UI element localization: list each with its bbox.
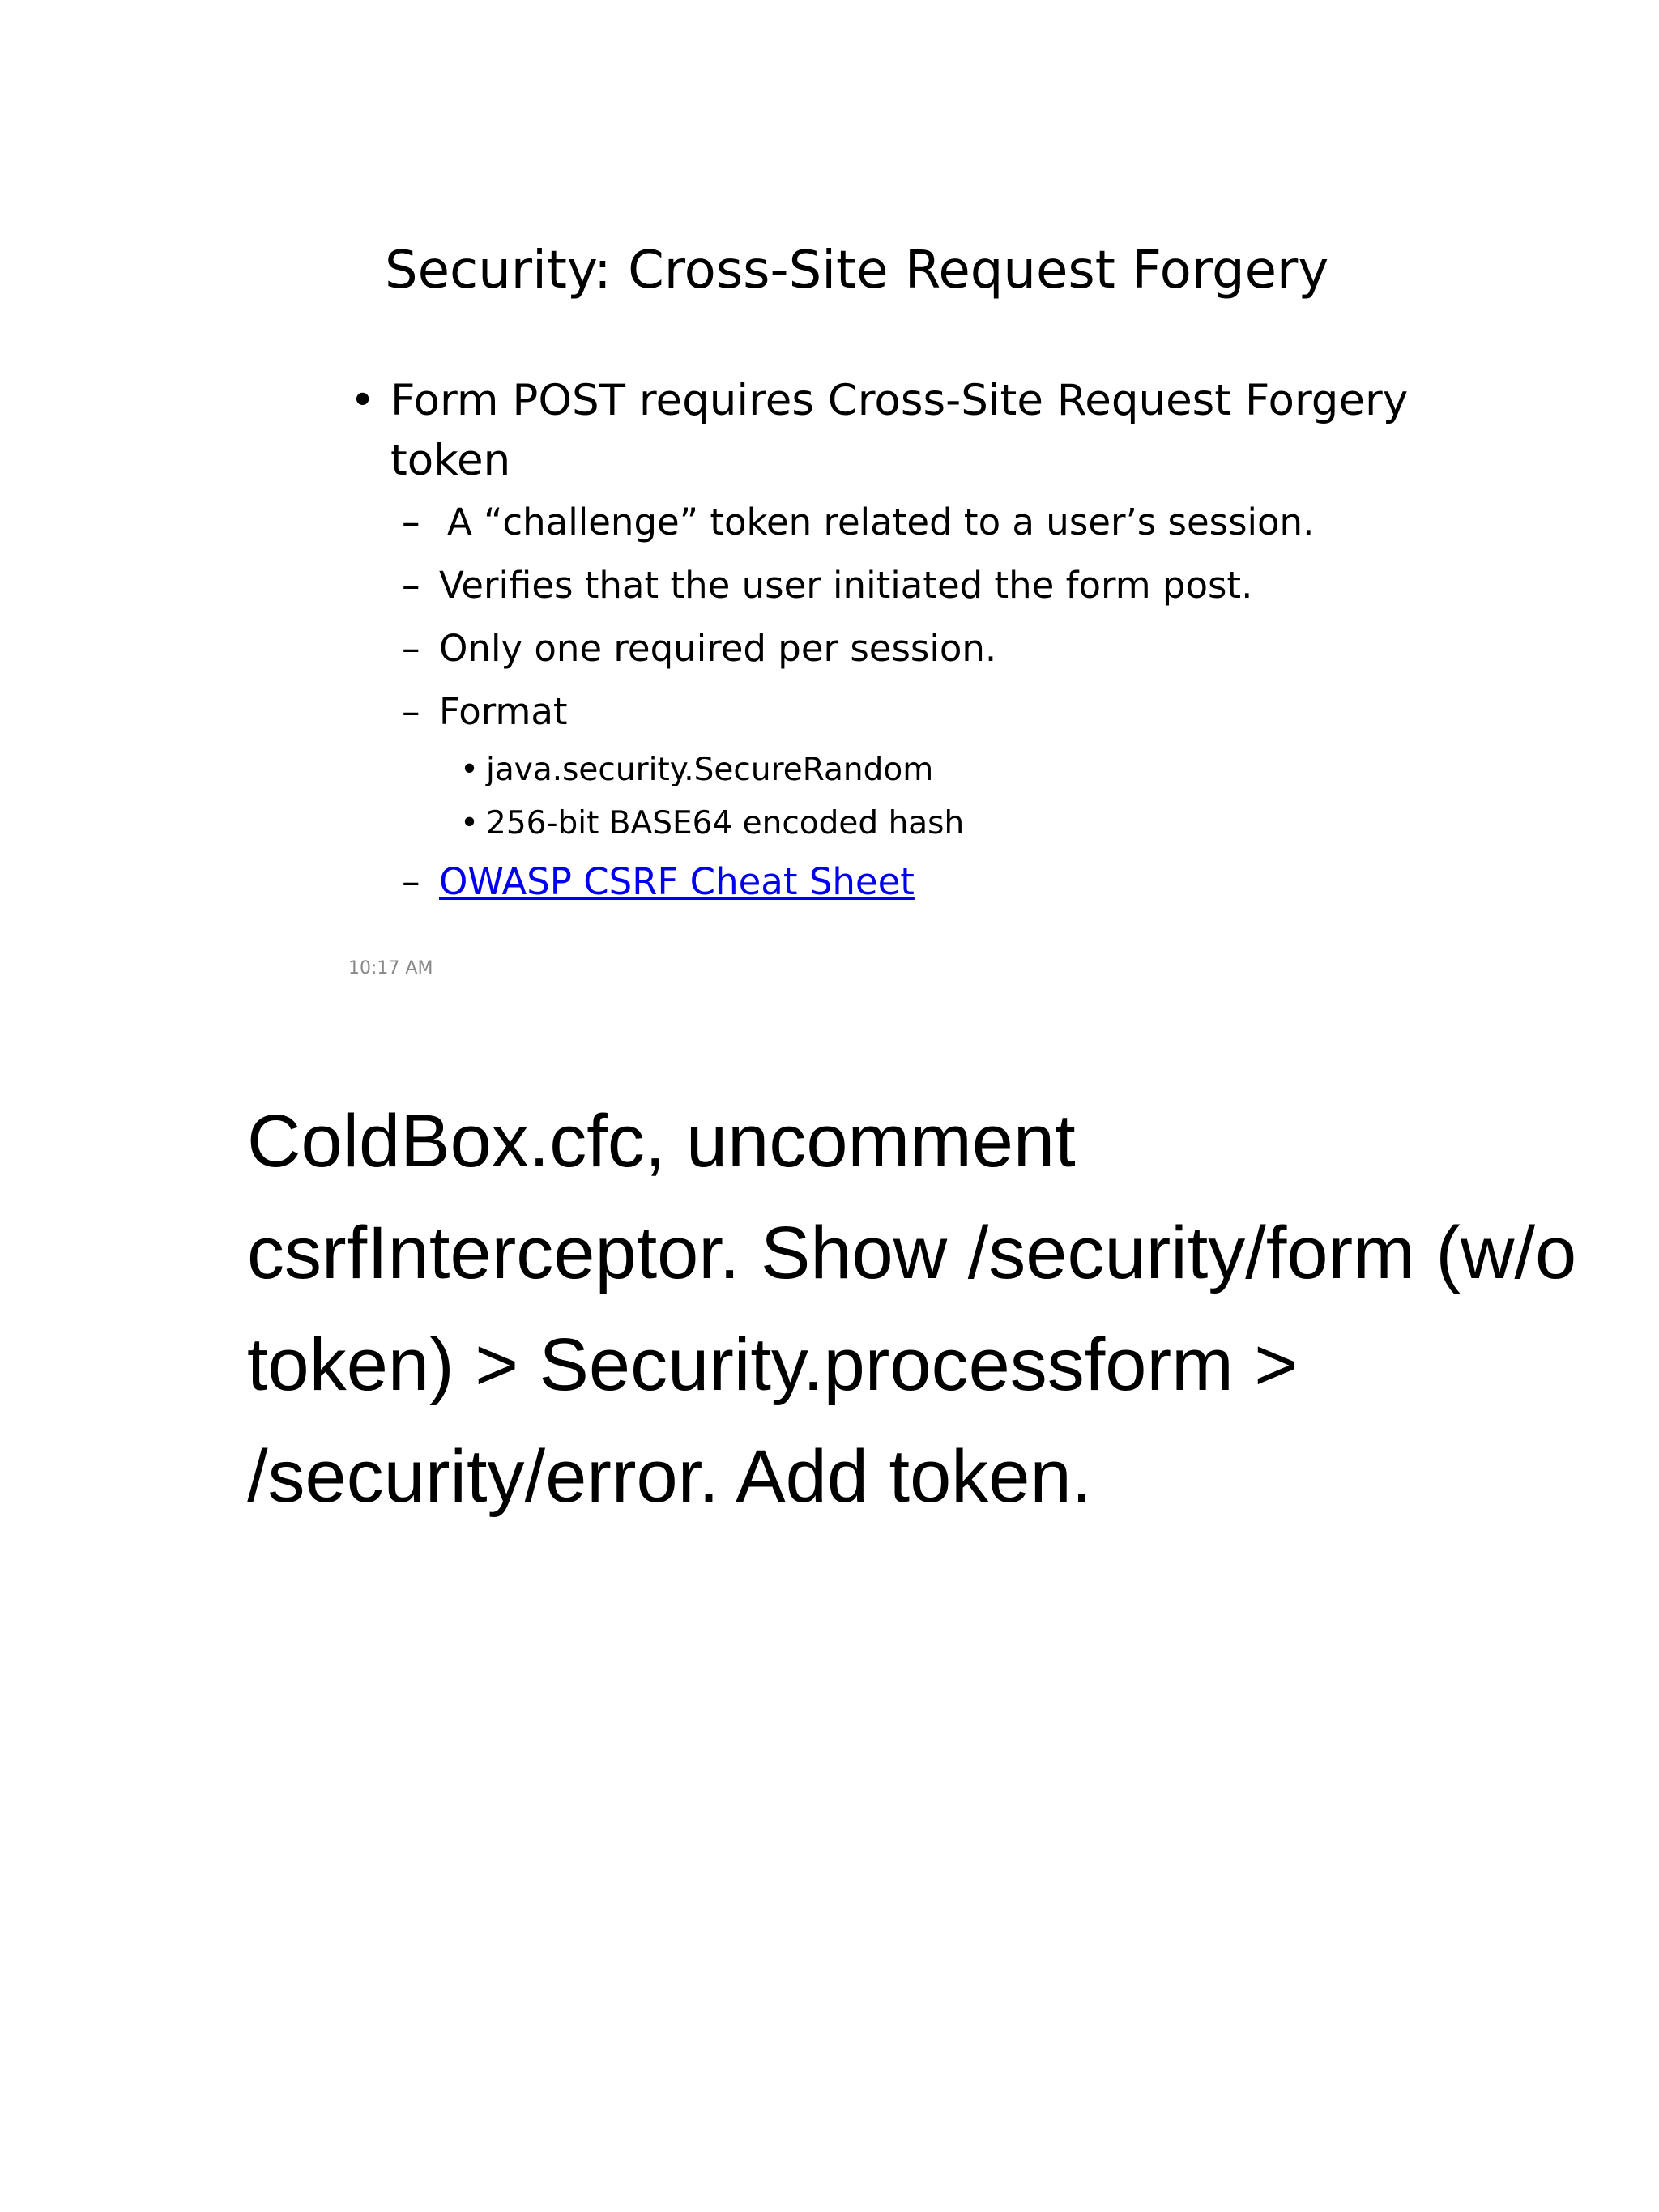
bullet-text: Form POST requires Cross-Site Request Forgery token — [390, 376, 1409, 485]
slide-image — [0, 0, 1659, 1004]
sub-item-text: Only one required per session. — [439, 627, 997, 670]
sub-item-format — [340, 680, 1474, 744]
sub-item-text: Verifies that the user initiated the form post. — [439, 564, 1253, 607]
sub-item-one-required — [340, 617, 1474, 680]
owasp-link[interactable]: OWASP CSRF Cheat Sheet — [439, 860, 915, 903]
bullet-list — [340, 371, 1474, 914]
dash-icon: – — [402, 860, 420, 903]
bullet-item — [340, 371, 1474, 491]
sub-item-owasp — [340, 850, 1474, 914]
format-item-text: java.security.SecureRandom — [486, 752, 934, 788]
sub-item-challenge — [340, 491, 1474, 554]
slide-timestamp: 10:17 AM — [348, 958, 433, 978]
dash-icon: – — [402, 690, 420, 733]
sub-item-text: A “challenge” token related to a user’s session. — [447, 501, 1315, 543]
dash-icon: – — [402, 627, 420, 670]
dash-icon: – — [402, 501, 420, 543]
dash-icon: – — [402, 564, 420, 607]
format-item-text: 256-bit BASE64 encoded hash — [486, 805, 965, 842]
sub-item-verifies — [340, 554, 1474, 617]
sub-item-text: Format — [439, 690, 568, 733]
slide-title: Security: Cross-Site Request Forgery — [385, 241, 1329, 300]
format-item-base64 — [340, 797, 1474, 850]
bullet-dot-icon: • — [460, 752, 480, 788]
format-item-securerandom — [340, 744, 1474, 797]
speaker-note: ColdBox.cfc, uncomment csrfInterceptor. Show /security/form (w/o token) > Security.processform > /security/error. Add token. — [247, 1100, 1577, 1518]
bullet-dot-icon: • — [350, 376, 376, 425]
bullet-dot-icon: • — [460, 805, 480, 842]
